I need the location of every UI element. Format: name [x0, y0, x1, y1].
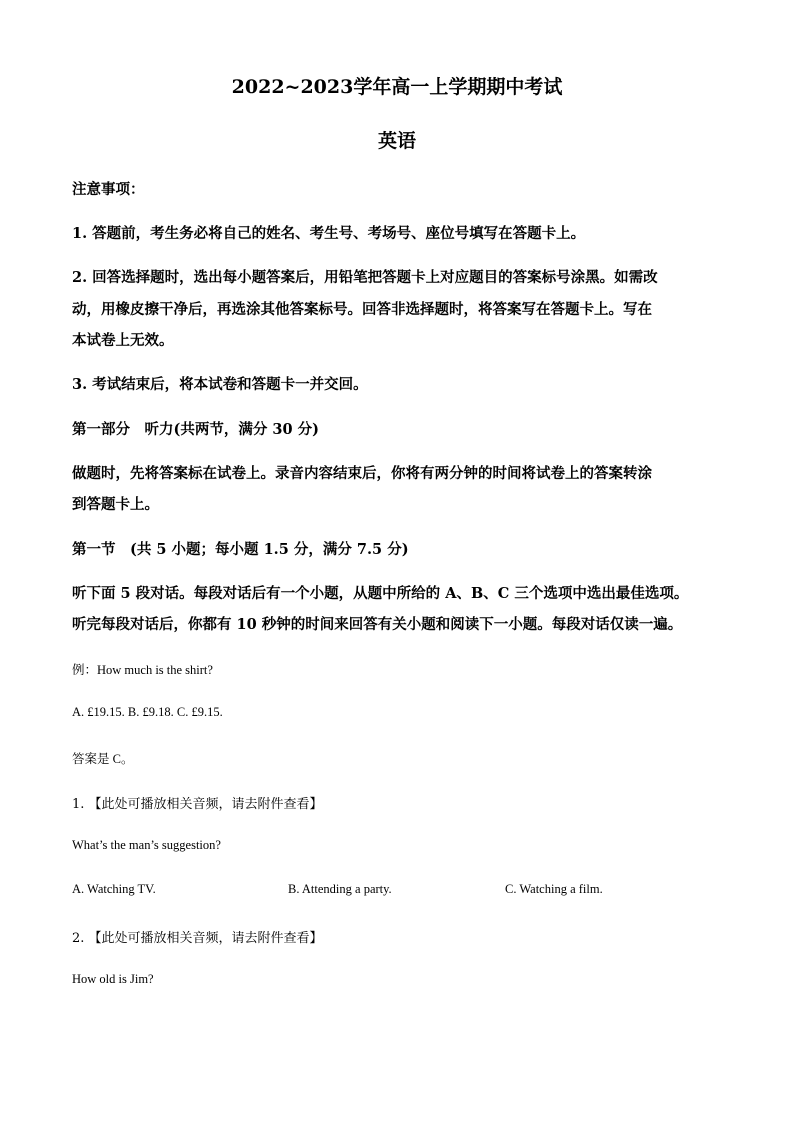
subject-title: 英语: [377, 130, 416, 152]
note-item-2-line-3: 本试卷上无效。: [72, 332, 174, 349]
example-options: A. £19.15. B. £9.18. C. £9.15.: [72, 705, 223, 719]
note-item-2-line-1: 2. 回答选择题时，选出每小题答案后，用铅笔把答题卡上对应题目的答案标号涂黑。如需改: [72, 269, 658, 286]
section1-heading: 第一节 (共 5 小题；每小题 1.5 分，满分 7.5 分): [72, 541, 409, 558]
note-item-3: 3. 考试结束后，将本试卷和答题卡一并交回。: [72, 376, 368, 393]
question-1-option-c: C. Watching a film.: [505, 882, 603, 896]
notes-heading: 注意事项：: [72, 181, 145, 198]
example-answer: 答案是 C。: [72, 752, 134, 766]
question-2-audio-note: 2. 【此处可播放相关音频，请去附件查看】: [72, 931, 323, 946]
question-1-options: [72, 882, 722, 902]
question-2-text: How old is Jim?: [72, 972, 154, 986]
question-1-option-b: B. Attending a party.: [288, 882, 392, 896]
part1-heading: 第一部分 听力(共两节，满分 30 分): [72, 421, 319, 438]
part1-intro-line-1: 做题时，先将答案标在试卷上。录音内容结束后，你将有两分钟的时间将试卷上的答案转涂: [72, 465, 652, 482]
note-item-2-line-2: 动，用橡皮擦干净后，再选涂其他答案标号。回答非选择题时，将答案写在答题卡上。写在: [72, 301, 652, 318]
question-1-audio-note: 1. 【此处可播放相关音频，请去附件查看】: [72, 797, 323, 812]
section1-instructions-line-1: 听下面 5 段对话。每段对话后有一个小题，从题中所给的 A、B、C 三个选项中选出最佳选项。: [72, 585, 689, 602]
exam-title: 2022~2023学年高一上学期期中考试: [231, 76, 563, 98]
question-1-option-a: A. Watching TV.: [72, 882, 156, 896]
example-question: 例：How much is the shirt?: [72, 663, 213, 677]
section1-instructions-line-2: 听完每段对话后，你都有 10 秒钟的时间来回答有关小题和阅读下一小题。每段对话仅读一遍。: [72, 616, 683, 633]
note-item-1: 1. 答题前，考生务必将自己的姓名、考生号、考场号、座位号填写在答题卡上。: [72, 225, 586, 242]
question-1-text: What’s the man’s suggestion?: [72, 838, 221, 852]
part1-intro-line-2: 到答题卡上。: [72, 496, 159, 513]
